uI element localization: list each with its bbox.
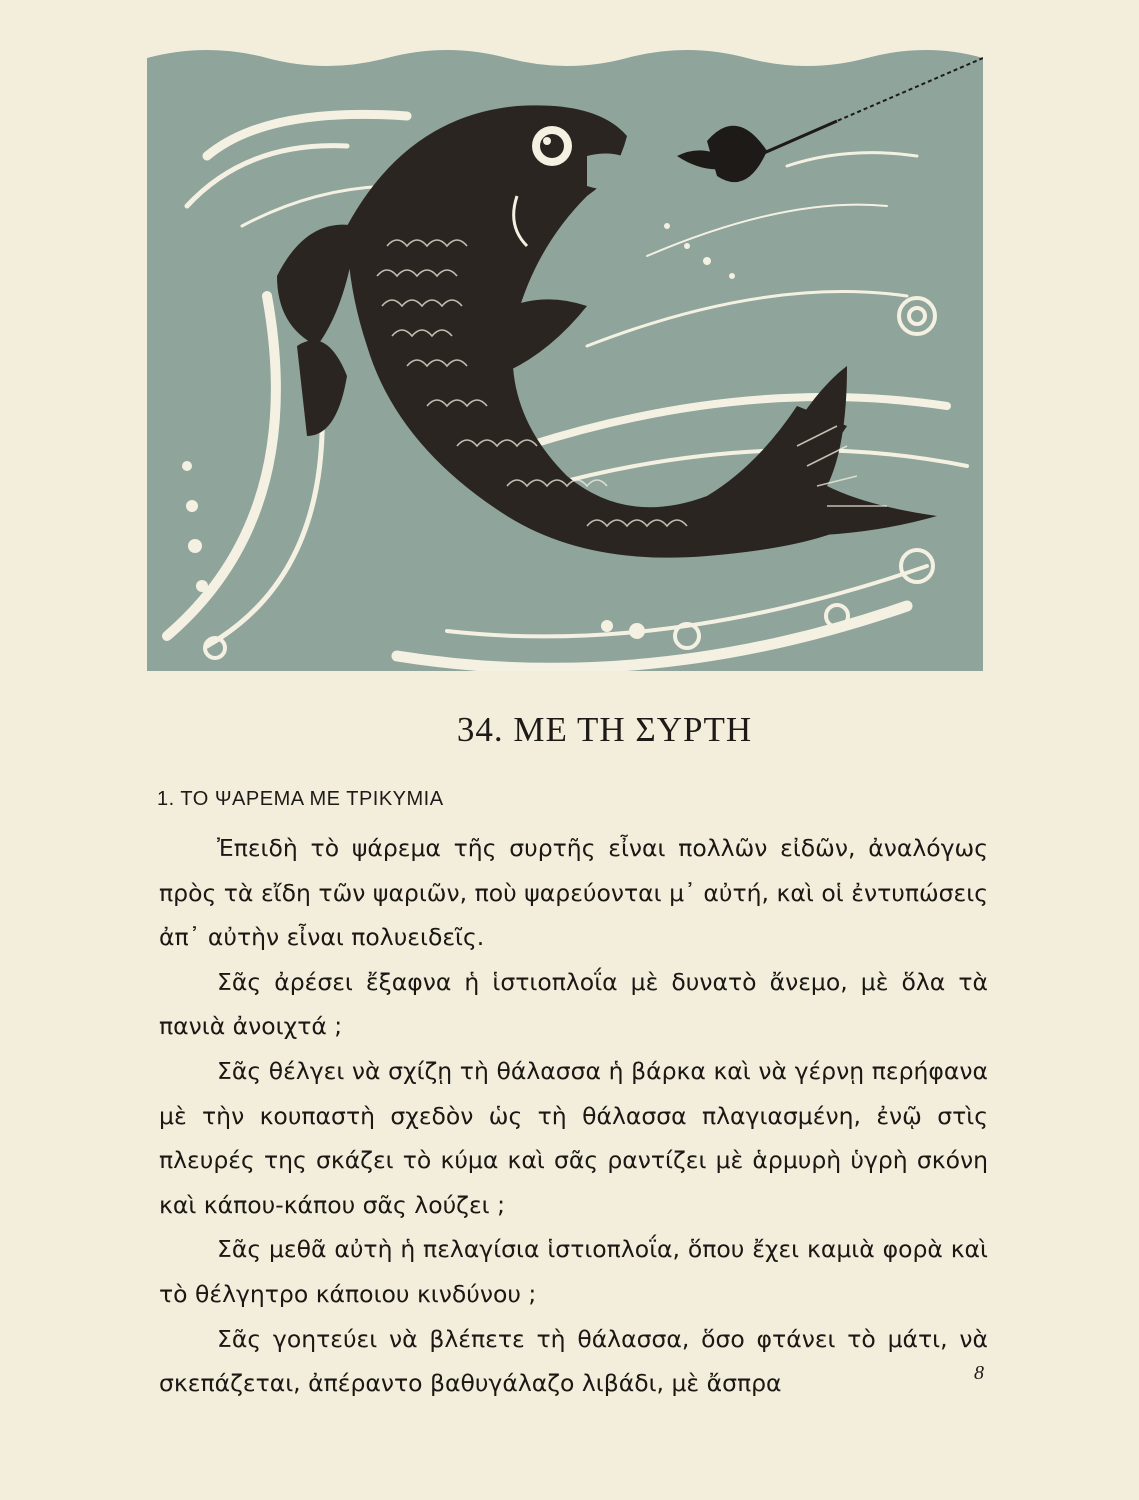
fish-illustration <box>147 46 983 671</box>
chapter-title: 34. ΜΕ ΤΗ ΣΥΡΤΗ <box>456 710 753 749</box>
paragraph: Σᾶς γοητεύει νὰ βλέπετε τὴ θάλασσα, ὅσο φτάνει τὸ μάτι, νὰ σκεπάζεται, ἀπέραντο βαθυγάλαζο λιβάδι, μὲ ἄσπρα <box>159 1324 988 1398</box>
page-number: 8 <box>974 1362 984 1384</box>
section-heading: 1. ΤΟ ΨΑΡΕΜΑ ΜΕ ΤΡΙΚΥΜΙΑ <box>157 788 444 810</box>
paragraph: Σᾶς θέλγει νὰ σχίζῃ τὴ θάλασσα ἡ βάρκα καὶ νὰ γέρνῃ περήφανα μὲ τὴν κουπαστὴ σχεδὸν ὡς τὴ θάλασσα πλαγιασμένη, ἐνῷ στὶς πλευρές της σκάζει τὸ κύμα καὶ σᾶς ραντίζει μὲ ἁρμυρὴ ὑγρὴ σκόνη καὶ κάπου-κάπου σᾶς λούζει ; <box>159 1056 988 1219</box>
paragraph: Σᾶς μεθᾶ αὐτὴ ἡ πελαγίσια ἱστιοπλοΐα, ὅπου ἔχει καμιὰ φορὰ καὶ τὸ θέλγητρο κάποιου κινδύνου ; <box>159 1235 988 1308</box>
body-text <box>159 826 988 1406</box>
paragraph: Σᾶς ἀρέσει ἔξαφνα ἡ ἱστιοπλοΐα μὲ δυνατὸ ἄνεμο, μὲ ὅλα τὰ πανιὰ ἀνοιχτά ; <box>159 967 988 1041</box>
fish-chasing-lure-icon <box>147 46 983 671</box>
paragraph: Ἐπειδὴ τὸ ψάρεμα τῆς συρτῆς εἶναι πολλῶν εἰδῶν, ἀναλόγως πρὸς τὰ εἴδη τῶν ψαριῶν, ποὺ ψαρεύονται μ᾽ αὐτή, καὶ οἱ ἐντυπώσεις ἀπ᾽ αὐτὴν εἶναι πολυειδεῖς. <box>159 834 988 952</box>
